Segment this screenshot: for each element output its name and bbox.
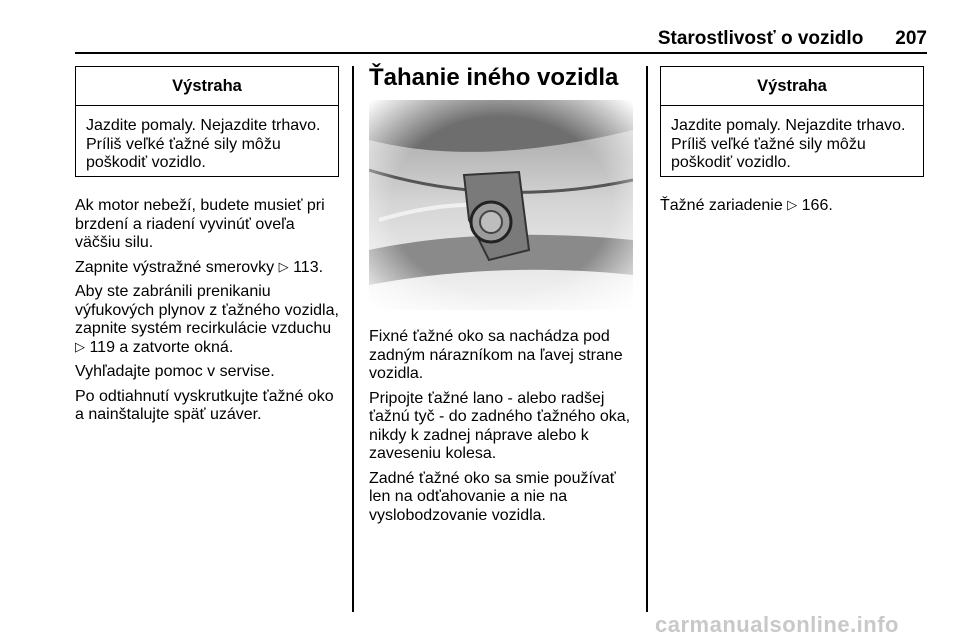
page-header [75, 28, 927, 52]
warning-box [660, 66, 924, 177]
right-column [660, 66, 924, 222]
paragraph-text: Aby ste zabránili prenikaniu výfukových plynov z ťažného vozidla, zapnite systém recirkulácie vzduchu [75, 283, 339, 337]
paragraph [660, 197, 924, 216]
warning-box [75, 66, 339, 177]
warning-text: Jazdite pomaly. Nejazdite trhavo. Príliš veľké ťažné sily môžu poškodiť vozidlo. [86, 117, 321, 171]
column-divider-left [352, 66, 354, 612]
page-number: 207 [895, 28, 927, 49]
tow-eye-illustration [369, 100, 633, 310]
header-rule [75, 52, 927, 54]
warning-title: Výstraha [76, 67, 338, 106]
section-title: Starostlivosť o vozidlo [657, 28, 864, 49]
paragraph: Vyhľadajte pomoc v servise. [75, 363, 275, 380]
cross-reference-arrow-icon: ▷ [75, 338, 85, 354]
paragraph: Fixné ťažné oko sa nachádza pod zadným nárazníkom na ľavej strane vozidla. [369, 328, 623, 382]
paragraph: Zadné ťažné oko sa smie používať len na odťahovanie a nie na vyslobodzovanie vozidla. [369, 469, 616, 524]
paragraph [75, 283, 339, 357]
paragraph: Pripojte ťažné lano - alebo radšej ťažnú tyč - do zadného ťažného oka, nikdy k zadnej náprave alebo k zaveseniu kolesa. [369, 389, 631, 462]
paragraph-text: a zatvorte okná. [119, 338, 234, 356]
watermark: carmanualsonline.info [655, 612, 899, 637]
section-heading: Ťahanie iného vozidla [369, 64, 619, 91]
page-reference: 119 [89, 338, 115, 356]
page-reference: 113. [293, 258, 324, 276]
left-column [75, 66, 339, 431]
cross-reference-arrow-icon: ▷ [787, 197, 798, 212]
warning-title: Výstraha [661, 67, 923, 106]
paragraph-text: Ťažné zariadenie [660, 197, 783, 214]
warning-text: Jazdite pomaly. Nejazdite trhavo. Príliš veľké ťažné sily môžu poškodiť vozidlo. [671, 117, 906, 171]
paragraph: Po odtiahnutí vyskrutkujte ťažné oko a nainštalujte späť uzáver. [75, 387, 334, 423]
paragraph [75, 259, 339, 278]
cross-reference-arrow-icon: ▷ [278, 258, 289, 274]
middle-column [369, 64, 633, 531]
paragraph-text: Zapnite výstražné smerovky [75, 258, 275, 276]
column-divider-right [646, 66, 648, 612]
page-reference: 166. [801, 197, 833, 214]
paragraph: Ak motor nebeží, budete musieť pri brzdení a riadení vyvinúť oveľa väčšiu silu. [75, 197, 325, 251]
